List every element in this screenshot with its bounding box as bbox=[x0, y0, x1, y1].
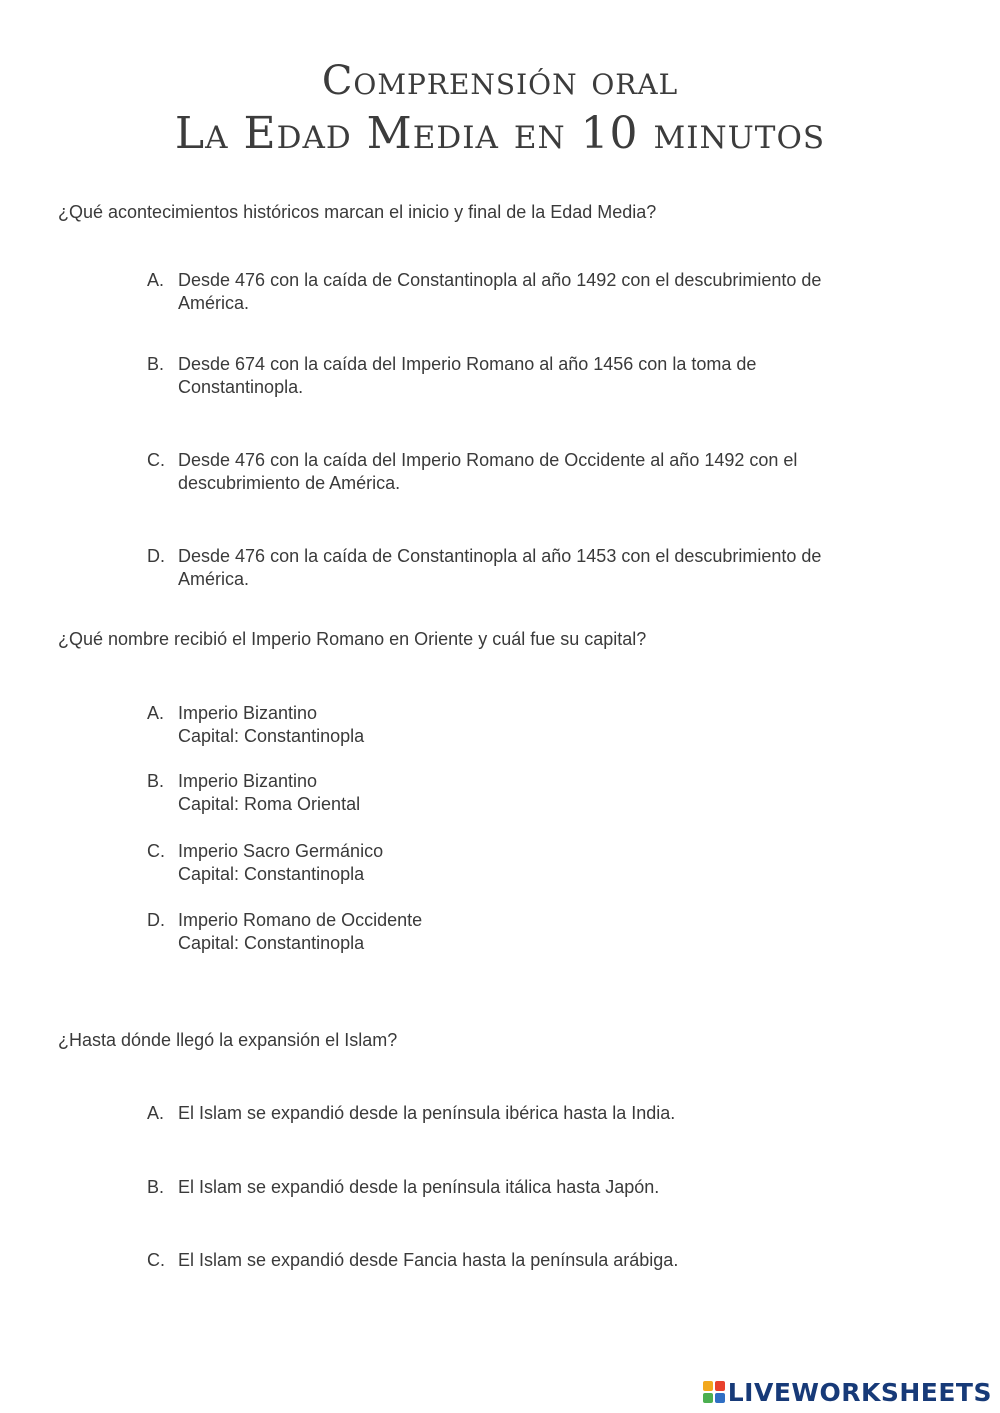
q3-option-c[interactable] bbox=[147, 1249, 917, 1272]
option-text: El Islam se expandió desde Fancia hasta la península arábiga. bbox=[178, 1250, 679, 1270]
option-letter: C. bbox=[147, 1250, 165, 1270]
option-text: Desde 476 con la caída de Constantinopla al año 1453 con el descubrimiento de bbox=[178, 546, 822, 566]
option-text: El Islam se expandió desde la península itálica hasta Japón. bbox=[178, 1177, 660, 1197]
q1-option-b[interactable] bbox=[147, 353, 917, 399]
option-letter: B. bbox=[147, 771, 165, 791]
q1-option-d[interactable] bbox=[147, 545, 917, 591]
q1-option-c[interactable] bbox=[147, 449, 917, 495]
logo-tile bbox=[715, 1381, 725, 1391]
option-letter: D. bbox=[147, 910, 165, 930]
option-text: El Islam se expandió desde la península ibérica hasta la India. bbox=[178, 1103, 676, 1123]
logo-tile bbox=[703, 1393, 713, 1403]
q2-option-b[interactable] bbox=[147, 770, 917, 816]
option-letter: A. bbox=[147, 703, 165, 723]
q3-option-a[interactable] bbox=[147, 1102, 917, 1125]
option-text: Capital: Constantinopla bbox=[178, 864, 365, 884]
option-letter: C. bbox=[147, 841, 165, 861]
option-text: América. bbox=[178, 293, 250, 313]
option-text: Imperio Romano de Occidente bbox=[178, 910, 423, 930]
q3-option-b[interactable] bbox=[147, 1176, 917, 1199]
option-text: descubrimiento de América. bbox=[178, 473, 401, 493]
option-text: Constantinopla. bbox=[178, 377, 304, 397]
question-1: ¿Qué acontecimientos históricos marcan el inicio y final de la Edad Media? bbox=[58, 202, 657, 222]
option-text: Desde 476 con la caída de Constantinopla al año 1492 con el descubrimiento de bbox=[178, 270, 822, 290]
option-text: Imperio Sacro Germánico bbox=[178, 841, 384, 861]
option-text: Capital: Roma Oriental bbox=[178, 794, 361, 814]
q2-option-a[interactable] bbox=[147, 702, 917, 748]
option-text: América. bbox=[178, 569, 250, 589]
option-text: Desde 476 con la caída del Imperio Romano de Occidente al año 1492 con el bbox=[178, 450, 798, 470]
option-letter: A. bbox=[147, 270, 165, 290]
q1-option-a[interactable] bbox=[147, 269, 917, 315]
q2-option-c[interactable] bbox=[147, 840, 917, 886]
option-letter: C. bbox=[147, 450, 165, 470]
option-letter: D. bbox=[147, 546, 165, 566]
q2-option-d[interactable] bbox=[147, 909, 917, 955]
logo-tile bbox=[703, 1381, 713, 1391]
liveworksheets-logo[interactable] bbox=[703, 1377, 992, 1407]
liveworksheets-logo-icon bbox=[703, 1381, 725, 1403]
title-line-1: Comprensión oral bbox=[321, 58, 679, 104]
option-text: Capital: Constantinopla bbox=[178, 933, 365, 953]
title-line-2: La Edad Media en 10 minutos bbox=[174, 108, 826, 159]
option-text: Imperio Bizantino bbox=[178, 771, 318, 791]
option-letter: B. bbox=[147, 1177, 165, 1197]
question-2: ¿Qué nombre recibió el Imperio Romano en Oriente y cuál fue su capital? bbox=[58, 629, 647, 649]
option-text: Desde 674 con la caída del Imperio Romano al año 1456 con la toma de bbox=[178, 354, 757, 374]
option-letter: A. bbox=[147, 1103, 165, 1123]
logo-text: LIVEWORKSHEETS bbox=[727, 1377, 992, 1407]
option-text: Imperio Bizantino bbox=[178, 703, 318, 723]
question-3: ¿Hasta dónde llegó la expansión el Islam? bbox=[58, 1030, 398, 1050]
logo-tile bbox=[715, 1393, 725, 1403]
option-text: Capital: Constantinopla bbox=[178, 726, 365, 746]
option-letter: B. bbox=[147, 354, 165, 374]
